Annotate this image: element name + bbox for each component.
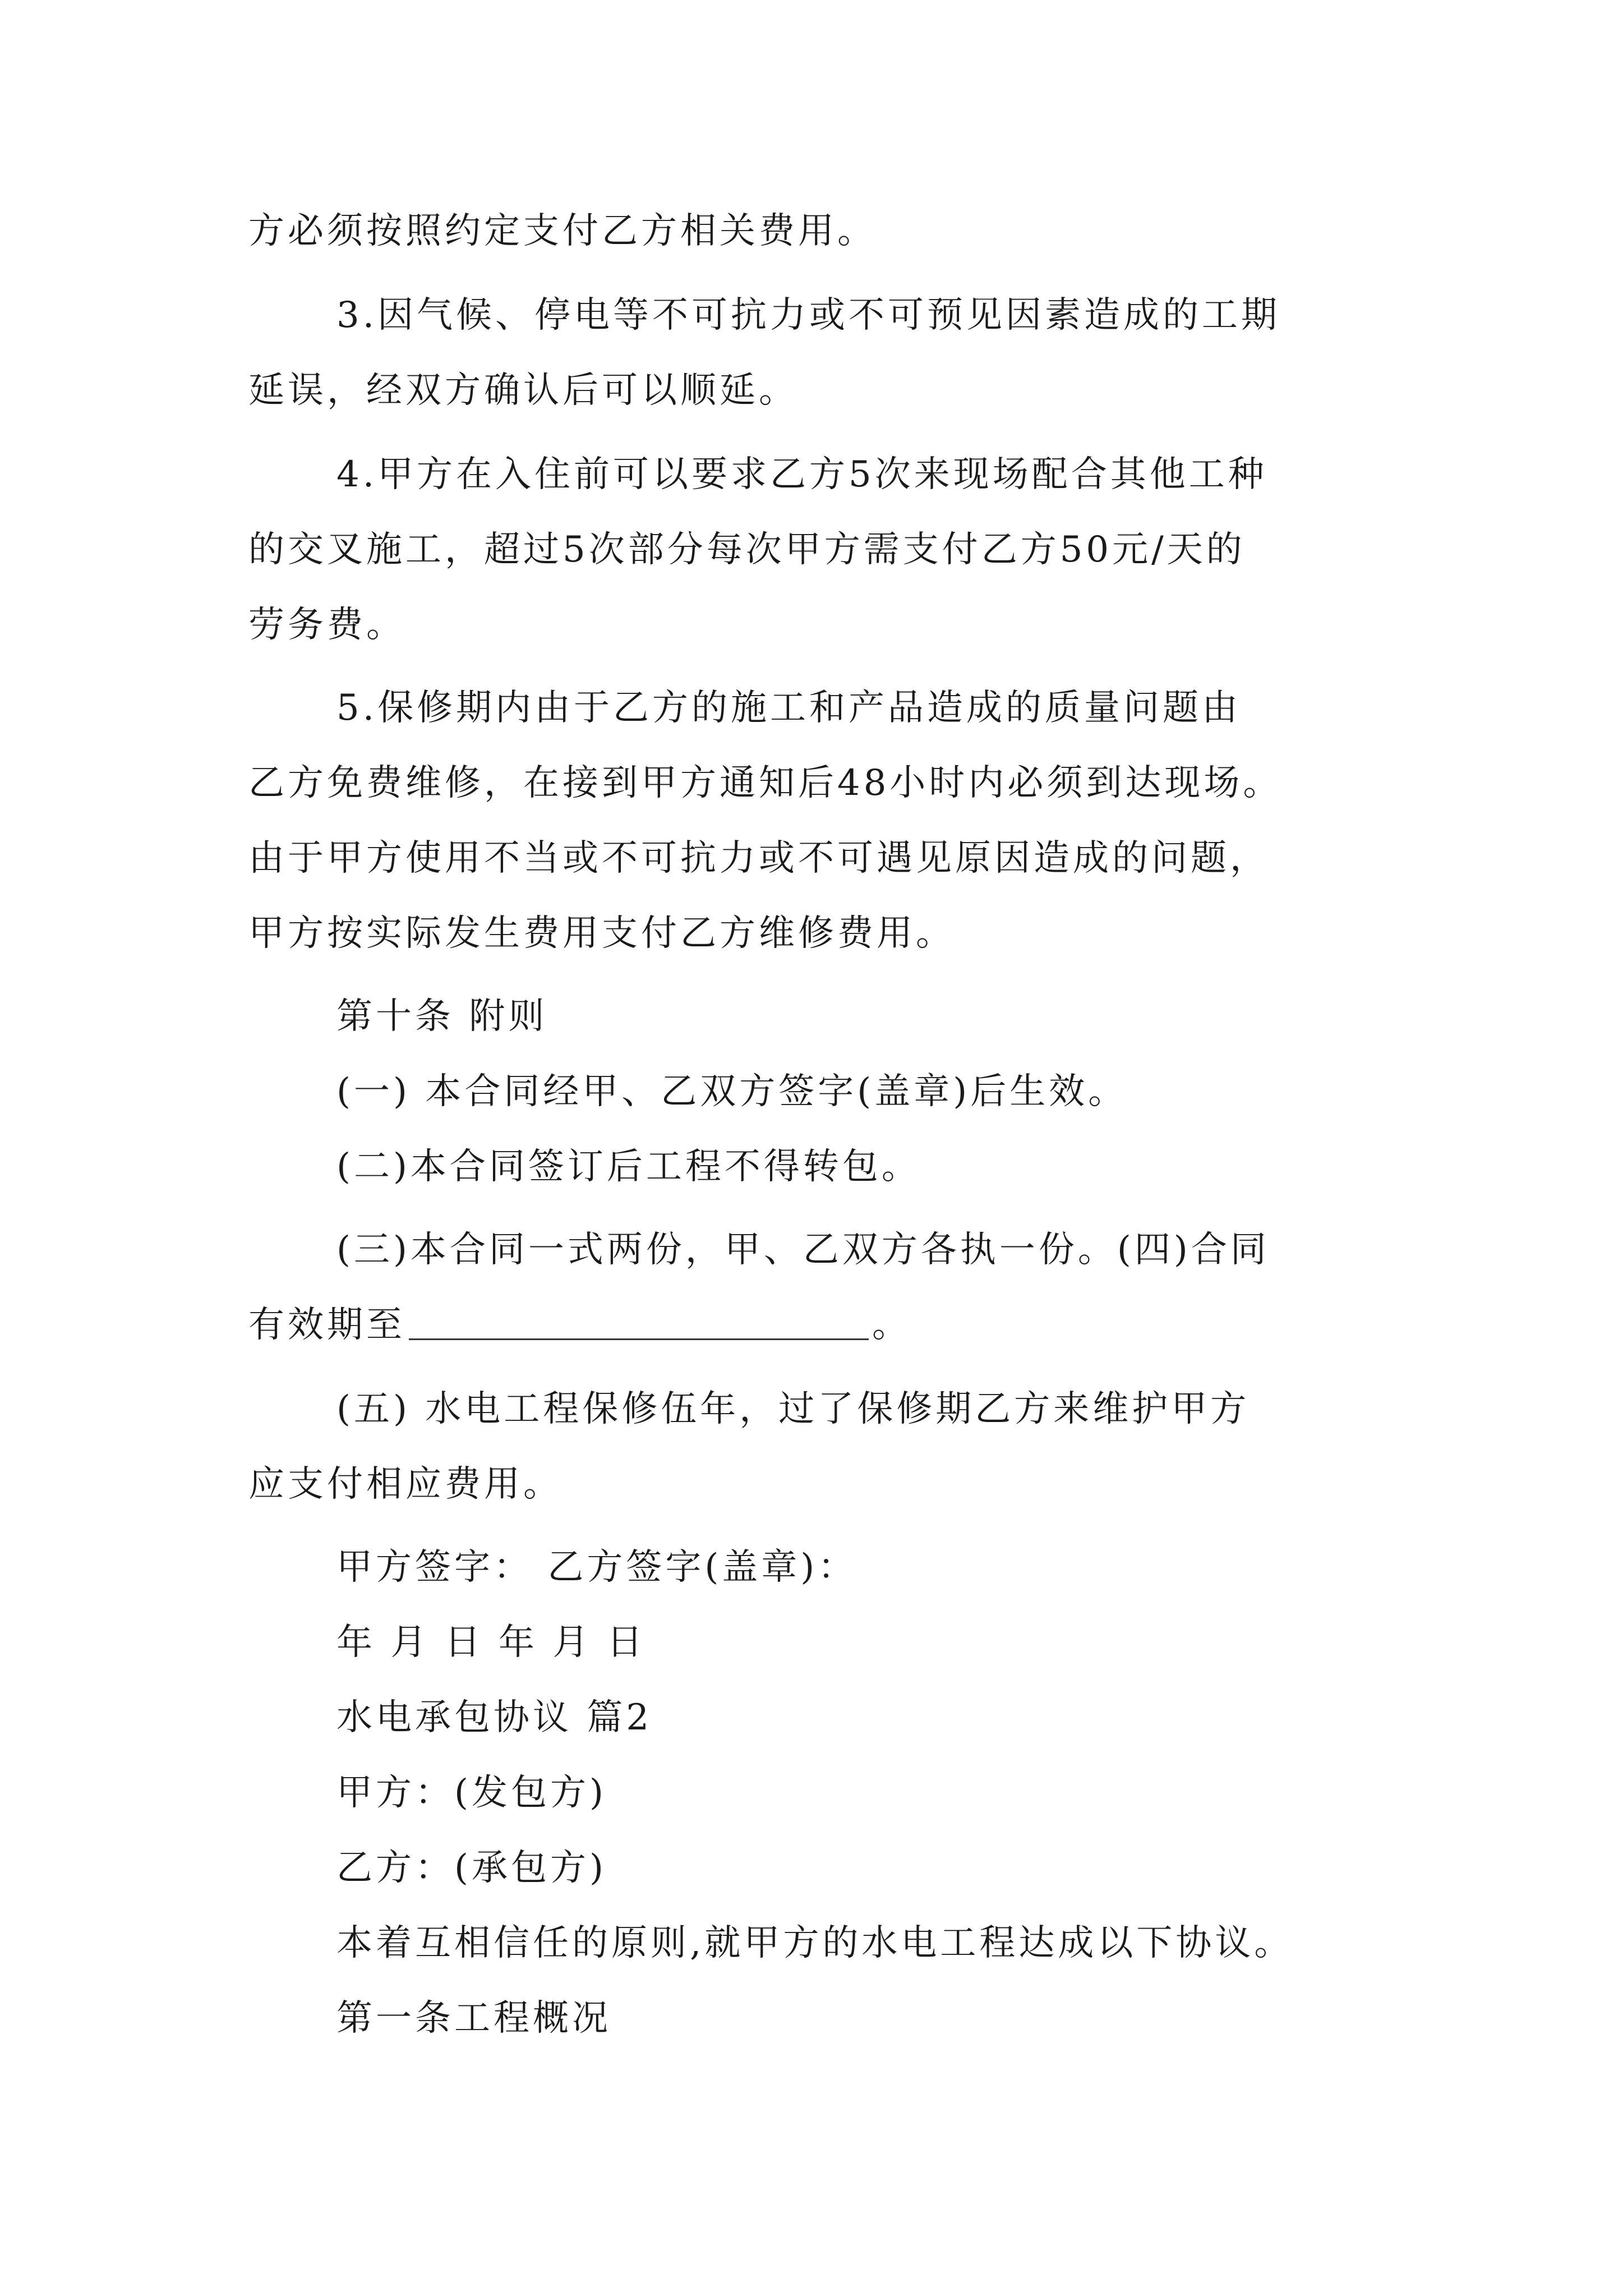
signature-line: 甲方签字： 乙方签字(盖章)： (336, 1547, 857, 1588)
paragraph-line: 方必须按照约定支付乙方相关费用。 (248, 210, 877, 252)
paragraph-line: 延误，经双方确认后可以顺延。 (248, 370, 798, 411)
paragraph-line: (二)本合同签订后工程不得转包。 (336, 1146, 921, 1188)
paragraph-line: 劳务费。 (248, 604, 405, 646)
party-b-line: 乙方：(承包方) (336, 1847, 607, 1889)
paragraph-line: 应支付相应费用。 (248, 1464, 562, 1505)
party-a-line: 甲方：(发包方) (336, 1772, 607, 1814)
validity-label: 有效期至 (248, 1304, 405, 1346)
paragraph-line: 4.甲方在入住前可以要求乙方5次来现场配合其他工种 (336, 454, 1267, 495)
paragraph-line: 3.因气候、停电等不可抗力或不可预见因素造成的工期 (336, 295, 1281, 336)
section-title: 水电承包协议 篇2 (336, 1697, 653, 1738)
paragraph-line: (三)本合同一式两份，甲、乙双方各执一份。(四)合同 (336, 1229, 1270, 1271)
paragraph-line: 5.保修期内由于乙方的施工和产品造成的质量问题由 (336, 687, 1242, 729)
paragraph-line: 甲方按实际发生费用支付乙方维修费用。 (248, 913, 955, 954)
paragraph-line (248, 1303, 911, 1347)
paragraph-line: 的交叉施工，超过5次部分每次甲方需支付乙方50元/天的 (248, 529, 1246, 570)
date-line: 年 月 日 年 月 日 (336, 1622, 646, 1663)
section-heading: 第十条 附则 (336, 996, 548, 1037)
paragraph-line: 乙方免费维修，在接到甲方通知后48小时内必须到达现场。 (248, 762, 1283, 804)
paragraph-line: (五) 水电工程保修伍年，过了保修期乙方来维护甲方 (336, 1388, 1250, 1430)
fill-in-blank (409, 1336, 869, 1340)
period-mark: 。 (872, 1304, 911, 1346)
paragraph-line: 本着互相信任的原则,就甲方的水电工程达成以下协议。 (336, 1922, 1294, 1964)
paragraph-line: 由于甲方使用不当或不可抗力或不可遇见原因造成的问题， (248, 838, 1269, 879)
section-heading: 第一条工程概况 (336, 1998, 611, 2039)
paragraph-line: (一) 本合同经甲、乙双方签字(盖章)后生效。 (336, 1071, 1128, 1112)
